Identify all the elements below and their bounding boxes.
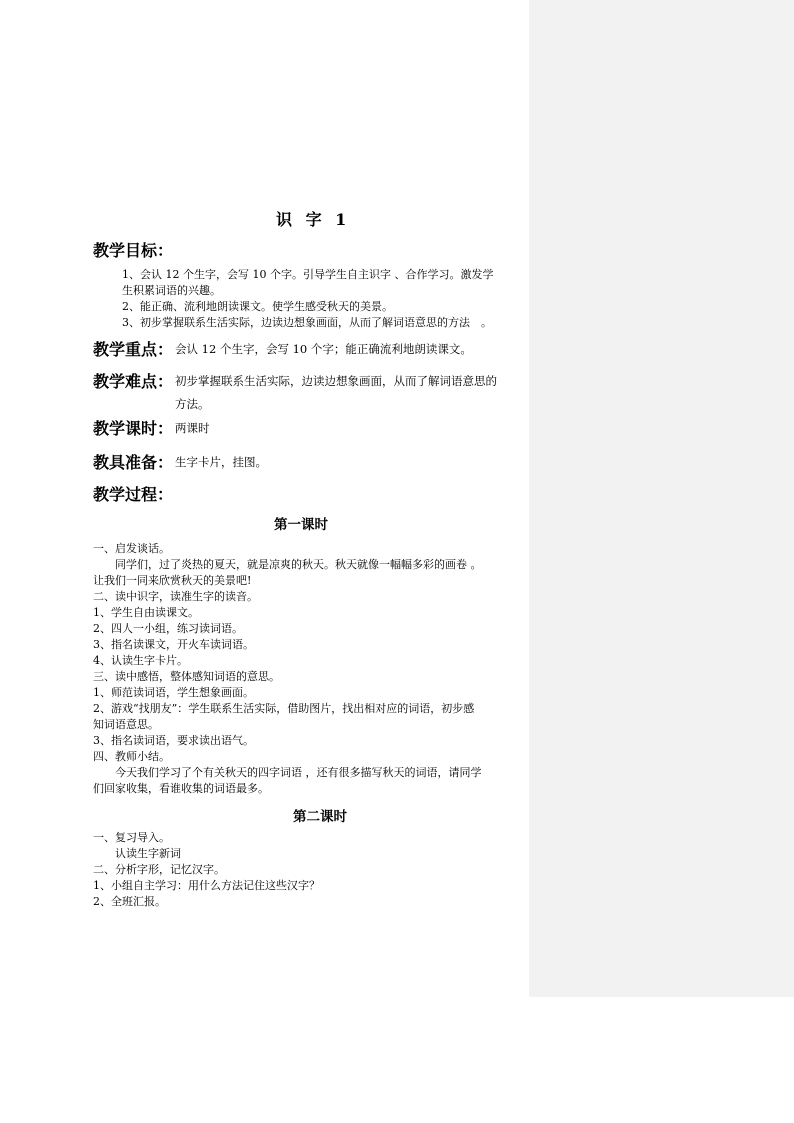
lesson1-line: 3、指名读课文，开火车读词语。 [93, 638, 254, 651]
lesson1-line: 们回家收集，看谁收集的词语最多。 [93, 782, 269, 795]
lesson1-line: 今天我们学习了个有关秋天的四字词语 ，还有很多描写秋天的词语，请同学 [93, 766, 482, 779]
hours-text: 两课时 [175, 421, 210, 435]
goals-line: 3、初步掌握联系生活实际，边读边想象画面，从而了解词语意思的方法 。 [122, 316, 492, 329]
lesson1-heading: 第一课时 [274, 517, 328, 533]
lesson2-line: 1、小组自主学习：用什么方法记住这些汉字？ [93, 879, 320, 892]
lesson1-line: 1、师范读词语，学生想象画面。 [93, 686, 254, 699]
hours-heading: 教学课时： [93, 419, 174, 438]
lesson1-line: 2、游戏“找朋友”：学生联系生活实际，借助图片，找出相对应的词语，初步感 [93, 702, 475, 715]
goals-line: 1、会认 12 个生字，会写 10 个字。引导学生自主识字 、合作学习。激发学 [122, 268, 494, 281]
lesson1-line: 2、四人一小组，练习读词语。 [93, 622, 243, 635]
lesson1-line: 知词语意思。 [93, 718, 159, 731]
tools-heading: 教具准备： [93, 453, 174, 472]
lesson1-line: 让我们一同来欣赏秋天的美景吧! [93, 574, 252, 587]
process-heading: 教学过程： [93, 485, 174, 504]
document-title: 识 字 1 [276, 210, 351, 229]
lesson2-line: 认读生字新词 [93, 847, 181, 860]
key-point-text: 会认 12 个生字，会写 10 个字；能正确流利地朗读课文。 [175, 342, 472, 356]
goals-heading: 教学目标： [93, 241, 174, 260]
lesson1-line: 四、教师小结。 [93, 750, 170, 763]
lesson2-heading: 第二课时 [293, 809, 347, 825]
lesson1-line: 二、读中识字，读准生字的读音。 [93, 590, 258, 603]
lesson1-line: 3、指名读词语，要求读出语气。 [93, 734, 254, 747]
lesson1-line: 一、启发谈话。 [93, 542, 170, 555]
goals-line: 生积累词语的兴趣。 [122, 284, 221, 297]
tools-text: 生字卡片，挂图。 [175, 455, 267, 469]
difficulty-text-cont: 方法。 [175, 397, 210, 411]
lesson2-line: 二、分析字形，记忆汉字。 [93, 863, 225, 876]
comment-margin-pane [529, 0, 794, 997]
difficulty-text: 初步掌握联系生活实际，边读边想象画面，从而了解词语意思的 [175, 374, 497, 388]
lesson1-line: 三、读中感悟，整体感知词语的意思。 [93, 670, 280, 683]
lesson2-line: 一、复习导入。 [93, 831, 170, 844]
lesson2-line: 2、全班汇报。 [93, 895, 166, 908]
lesson1-line: 同学们，过了炎热的夏天，就是凉爽的秋天。秋天就像一幅幅多彩的画卷 。 [93, 558, 482, 571]
difficulty-heading: 教学难点： [93, 372, 174, 391]
lesson1-line: 4、认读生字卡片。 [93, 654, 188, 667]
goals-line: 2、能正确、流利地朗读课文。使学生感受秋天的美景。 [122, 300, 393, 313]
key-point-heading: 教学重点： [93, 340, 174, 359]
lesson1-line: 1、学生自由读课文。 [93, 606, 199, 619]
